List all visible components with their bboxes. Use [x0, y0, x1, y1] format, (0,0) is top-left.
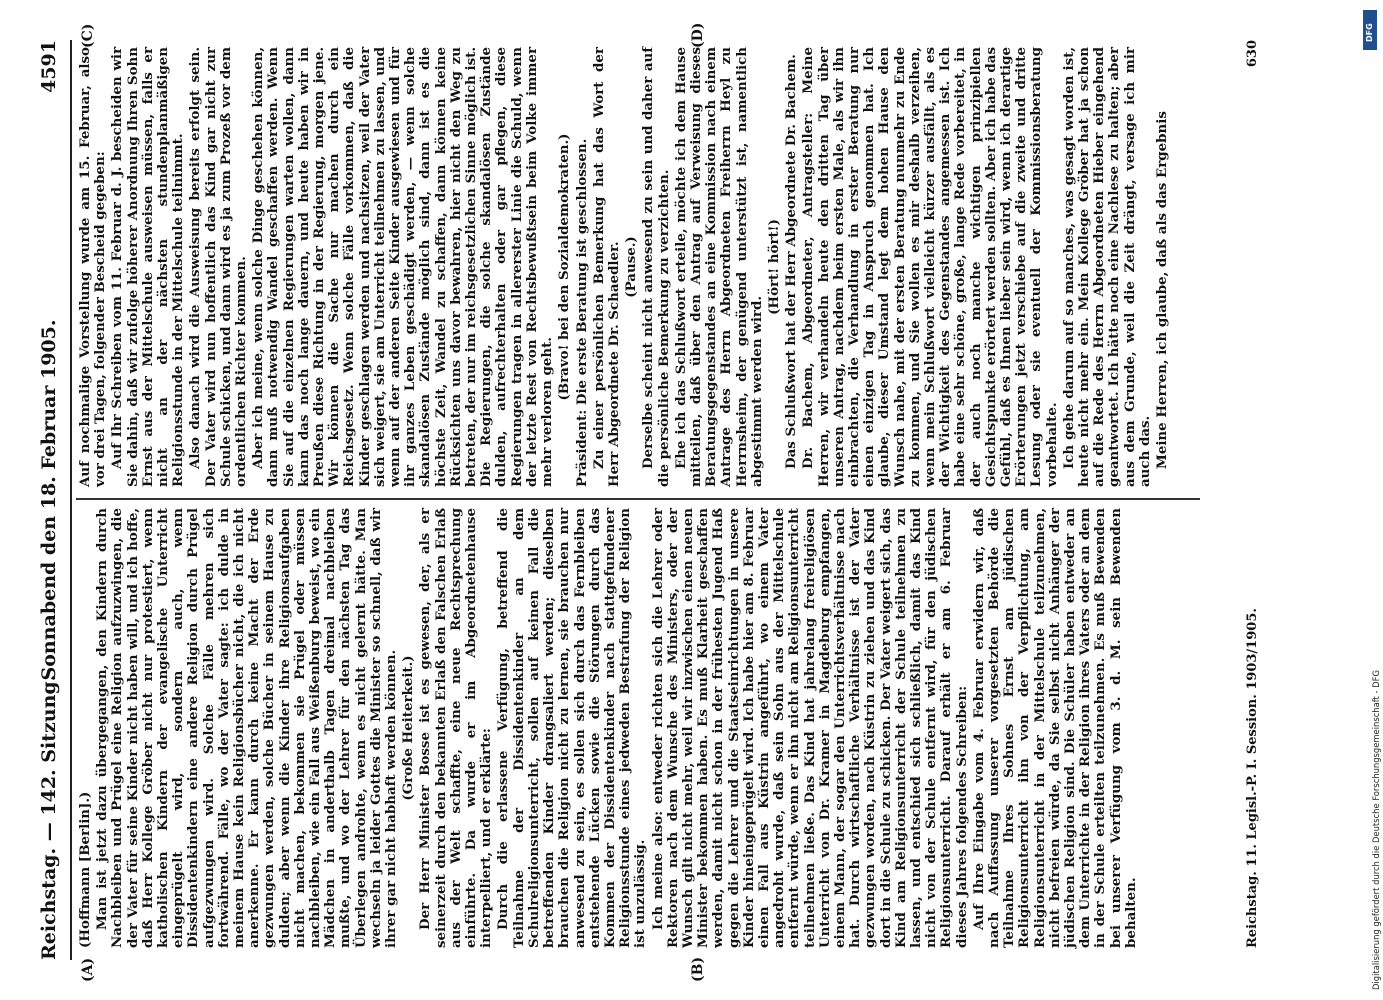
paragraph: (Hört! hört!): [765, 219, 782, 315]
dfg-logo: DFG: [1363, 10, 1377, 50]
paragraph: Ich meine also: entweder richten sich die Lehrer oder Rektoren nach dem Wunsche des Ministers, oder der Wunsch gilt nicht mehr, weil wir inzwischen einen neuen Minister bekommen haben. Es muß Klarheit geschaffen werden, damit nicht schon in der frühesten Jugend Haß gegen die Lehrer und die Staatseinrichtungen in unsere Kinder hineingeprügelt wird. Ich habe hier am 8. Februar einen Fall aus Küstrin angeführt, wo einem Vater angedroht wurde, daß sein Sohn aus der Mittelschule entfernt würde, wenn er ihn nicht am Religionsunterricht teilnehmen ließe. Das Kind hat jahrelang freireligiösen Unterricht von Dr. Kramer in Magdeburg empfangen, einem Mann, der sogar den Unterrichtsverhältnisse nach hat. Durch wirtschaftliche Verhältnisse ist der Vater gezwungen worden, nach Küstrin zu ziehen und das Kind dort in die Schule zu schicken. Der Vater weigert sich, das Kind am Religionsunterricht der Schule teilnehmen zu lassen, und entschied sich schließlich, damit das Kind nicht von der Schule entfernt wird, für den jüdischen Religionsunterricht. Darauf erhält er am 6. Februar dieses Jahres folgendes Schreiben:: [649, 508, 970, 948]
footer-signature: 630: [1245, 40, 1260, 68]
paragraph: Auf nochmalige Vorstellung wurde am 15. Februar, also vor drei Tagen, folgender Bescheid gegeben:: [77, 47, 109, 487]
paragraph: Dr. Bachem, Abgeordneter, Antragsteller: Meine Herren, wir verhandeln heute den dritten Tag über unseren Antrag, nachdem beim ersten Male, als wir ihn einbrachten, die Verhandlung in erster Beratung nur einen einzigen Tag in Anspruch genommen hat. Ich glaube, dieser Umstand legt dem hohen Hause den Wunsch nahe, mit der ersten Beratung nunmehr zu Ende zu kommen, und Sie wollen es mir deshalb verzeihen, wenn mein Schlußwort vielleicht kürzer ausfällt, als es der Wichtigkeit des Gegenstandes angemessen ist. Ich habe eine sehr schöne, große, lange Rede vorbereitet, in der auch noch manche wichtigen prinzipiellen Gesichtspunkte erörtert werden sollten. Aber ich habe das Gefühl, daß es Ihnen lieber sein wird, wenn ich derartige Erörterungen jetzt verschiebe auf die zweite und dritte Lesung oder sie eventuell der Kommissionsberatung vorbehalte.: [800, 47, 1060, 487]
paragraph: Präsident: Die erste Beratung ist geschlossen.: [573, 138, 590, 487]
header-rule: [70, 40, 72, 960]
paragraph: (Große Heiterkeit.): [400, 655, 417, 801]
paragraph: Meine Herren, ich glaube, daß als das Ergebnis: [1154, 111, 1171, 469]
page-number: 4591: [38, 40, 60, 93]
paragraph: Derselbe scheint nicht anwesend zu sein und daher auf die persönliche Bemerkung zu verzichten.: [640, 47, 672, 487]
paragraph: (Bravo! bei den Sozialdemokraten.): [556, 133, 573, 401]
paragraph: Der Herr Minister Bosse ist es gewesen, der, als er seinerzeit durch den bekannten Erlaß den Falschen Erlaß aus der Welt schaffte, eine neue Rechtsprechung einführte. Da wurde er im Abgeordnetenhause interpelliert, und er erklärte:: [417, 508, 495, 948]
text-column-left: [78, 508, 1141, 948]
paragraph: Aber ich meine, wenn solche Dinge geschehen können, dann muß notwendig Wandel geschaffen werden. Wenn Sie auf die einzelnen Regierungen warten wollen, dann kann das noch lange dauern, und heute haben wir in Preußen diese Richtung in der Regierung, morgen jene. Wir können die Sache nur machen durch ein Reichsgesetz. Wenn solche Fälle vorkommen, daß die Kinder geschlagen werden und nachsitzen, weil der Vater sich weigert, sie am Unterricht teilnehmen zu lassen, und wenn auf der anderen Seite Kinder ausgewiesen und für ihr ganzes Leben geschädigt werden, — wenn solche skandalösen Zustände möglich sind, dann ist es die höchste Zeit, Wandel zu schaffen, dann können keine Rücksichten uns davor bewahren, hier nicht den Weg zu betreten, der nur im reichsgesetzlichen Sinne möglich ist. Die Regierungen, die solche skandalösen Zustände dulden, aufrechterhalten oder gar pflegen, diese Regierungen tragen in allererster Linie die Schuld, wenn der letzte Rest von Rechtsbewußtsein beim Volke immer mehr verloren geht.: [250, 47, 556, 487]
text-column-right: [78, 47, 1172, 487]
margin-marker-d: (D): [690, 22, 706, 48]
page-header: [38, 40, 68, 960]
margin-marker-b: (B): [690, 956, 706, 982]
margin-marker-c: (C): [80, 23, 96, 48]
paragraph: Man ist jetzt dazu übergegangen, den Kindern durch Nachbleiben und Prügel eine Religion aufzuzwingen, die der Vater für seine Kinder nicht haben will, und ich hoffe, daß Herr Kollege Gröber nicht nur protestiert, wenn katholischen Kindern der evangelische Unterricht eingeprügelt wird, sondern auch, wenn Dissidentenkindern eine andere Religion durch Prügel aufgezwungen wird. Solche Fälle mehren sich fortwährend. Fälle, wo der Vater sagte: ich dulde in meinem Hause kein Religionsbücher nicht, die ich nicht anerkenne. Er kann durch keine Macht der Erde gezwungen werden, solche Bücher in seinem Hause zu dulden; aber wenn die Kinder ihre Religionsaufgaben nicht machen, bekommen sie Prügel oder müssen nachbleiben, wie ein Fall aus Weißenburg beweist, wo ein Mädchen in anderthalb Tagen dreimal nachbleiben mußte, und wo der Lehrer für den nächsten Tag das Überlegen androhte, wenn es nicht gelernt hätte. Man wechseln ja leider Gottes die Minister so schnell, daß wir ihrer gar nicht habhaft werden können.: [94, 508, 400, 948]
paragraph: (Hoffmann [Berlin].): [77, 791, 93, 948]
header-date: Sonnabend den 18. Februar 1905.: [38, 319, 60, 681]
header-left: Reichstag. — 142. Sitzung.: [38, 674, 60, 960]
paragraph: Also danach wird die Ausweisung bereits erfolgt sein. Der Vater wird nun hoffentlich das Kind gar nicht zur Schule schicken, und dann wird es ja zum Prozeß vor dem ordentlichen Richter kommen.: [187, 47, 250, 487]
paragraph: Durch die erlassene Verfügung, betreffend die Teilnahme der Dissidentenkinder an dem Schulreligionsunterricht, sollen auf keinen Fall die betreffenden Kinder drangsaliert werden; dieselben brauchen die Religion nicht zu lernen, sie brauchen nur anwesend zu sein, es sollen sich durch das Fernbleiben entstehende Lücken sowie die Störungen durch das Kommen der Dissidentenkinder nach stattgefundener Religionsstunde eines jedweden Bestrafung der Religion ist unzulässig.: [495, 508, 649, 948]
digitization-credit: [1363, 10, 1379, 990]
margin-marker-a: (A): [80, 957, 96, 982]
paragraph: Ich gehe darum auf so manches, was gesagt worden ist, heute nicht mehr ein. Mein Kollege Gröber hat ja schon auf die Rede des Herrn Abgeordneten Hieber eingehend geantwortet. Ich hätte noch eine Nachlese zu halten; aber aus dem Grunde, weil die Zeit drängt, versage ich mir auch das.: [1060, 47, 1153, 487]
paragraph: Auf Ihr Schreiben vom 11. Februar d. J. bescheiden wir Sie dahin, daß wir zufolge höherer Anordnung Ihren Sohn Ernst aus der Mittelschule ausweisen müssen, falls er nicht an der nächsten stundenplanmäßigen Religionsstunde in der Mittelschule teilnimmt.: [109, 47, 187, 487]
paragraph: Das Schlußwort hat der Herr Abgeordnete Dr. Bachem.: [783, 54, 800, 469]
paragraph: (Pause.): [623, 236, 640, 298]
column-divider: [76, 498, 1200, 500]
paragraph: Ehe ich das Schlußwort erteile, möchte ich dem Hause mitteilen, daß über den Antrag auf Verweisung dieses Beratungsgegenstandes an eine Kommission nach einem Antrage des Herrn Abgeordneten Freiherrn Heyl zu Herrnsheim, der genügend unterstützt ist, namentlich abgestimmt werden wird.: [672, 47, 765, 487]
credit-text: Digitalisierung gefördert durch die Deutsche Forschungsgemeinschaft - DFG: [1371, 670, 1381, 990]
paragraph: Zu einer persönlichen Bemerkung hat das Wort der Herr Abgeordnete Dr. Schaedler.: [590, 47, 622, 487]
footer-session: Reichstag. 11. Legisl.-P. I. Session. 1903/1905.: [1245, 608, 1260, 948]
paragraph: Auf Ihre Eingabe vom 4. Februar erwidern wir, daß nach Auffassung unserer vorgesetzten Behörde die Teilnahme Ihres Sohnes Ernst am jüdischen Religionsunterricht ihn von der Verpflichtung, am Religionsunterricht in der Mittelschule teilzunehmen, nicht befreien würde, da Sie selbst nicht Anhänger der jüdischen Religion sind. Die Schüler haben entweder an dem Unterrichte in der Religion ihres Vaters oder an dem in der Schule erteilten teilzunehmen. Es muß Bewenden bei unserer Verfügung vom 3. d. M. sein Bewenden behalten.: [970, 508, 1139, 948]
